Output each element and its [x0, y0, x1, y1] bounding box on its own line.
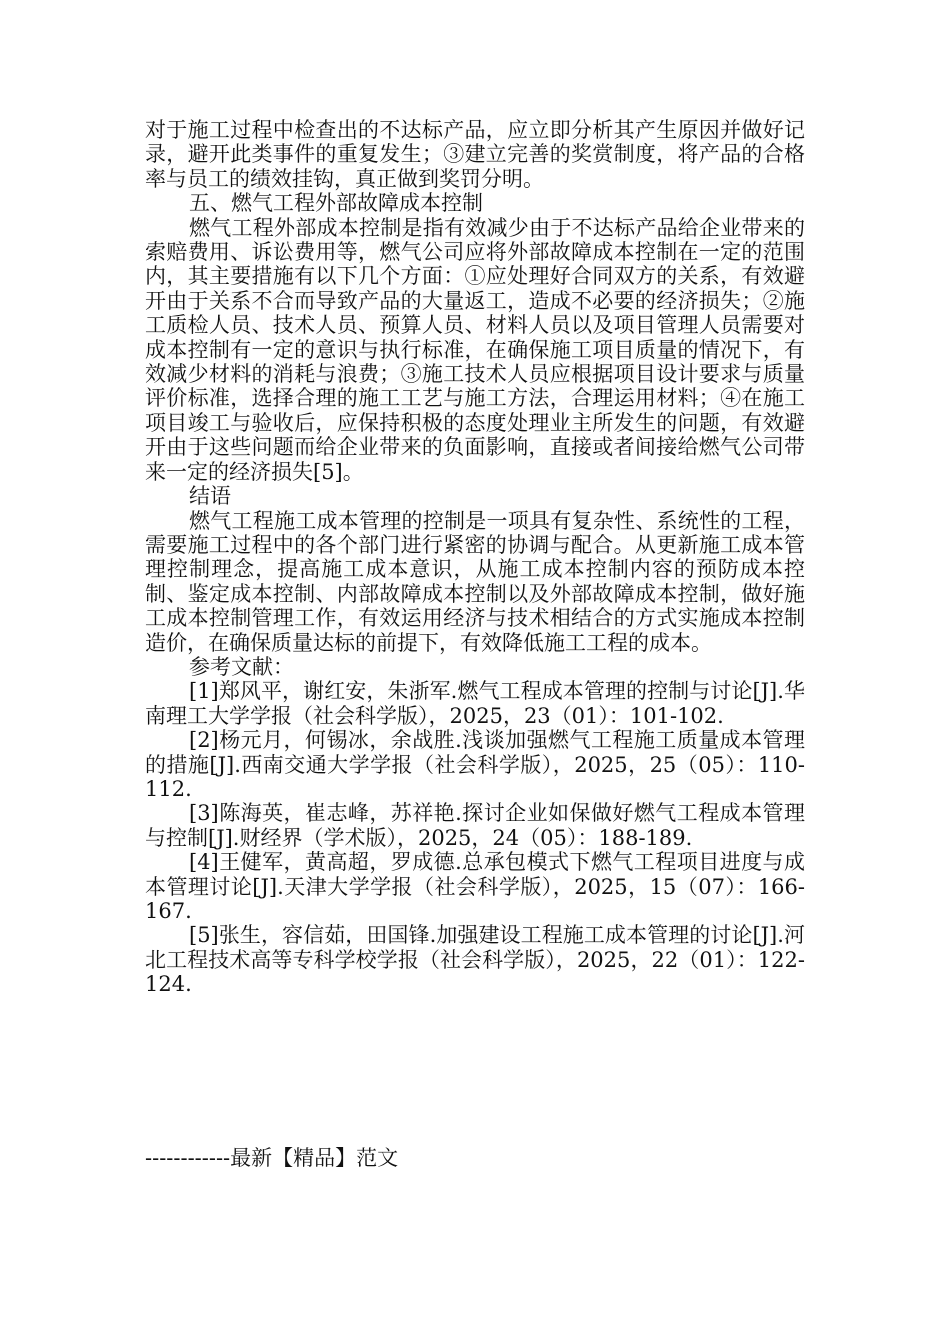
reference-item-2: [2]杨元月，何锡冰，余战胜.浅谈加强燃气工程施工质量成本管理的措施[J].西南交通大学学报（社会科学版），2025，25（05）：110-112. — [145, 728, 805, 801]
paragraph-external-cost: 燃气工程外部成本控制是指有效减少由于不达标产品给企业带来的索赔费用、诉讼费用等，燃气公司应将外部故障成本控制在一定的范围内，其主要措施有以下几个方面：①应处理好合同双方的关系，有效避开由于关系不合而导致产品的大量返工，造成不必要的经济损失；②施工质检人员、技术人员、预算人员、材料人员以及项目管理人员需要对成本控制有一定的意识与执行标准，在确保施工项目质量的情况下，有效减少材料的消耗与浪费；③施工技术人员应根据项目设计要求与质量评价标准，选择合理的施工工艺与施工方法，合理运用材料；④在施工项目竣工与验收后，应保持积极的态度处理业主所发生的问题，有效避开由于这些问题而给企业带来的负面影响，直接或者间接给燃气公司带来一定的经济损失[5]。 — [145, 215, 805, 484]
references-heading: 参考文献： — [189, 654, 294, 679]
paragraph-conclusion: 燃气工程施工成本管理的控制是一项具有复杂性、系统性的工程，需要施工过程中的各个部门进行紧密的协调与配合。从更新施工成本管理控制理念，提高施工成本意识，从施工成本控制内容的预防成本控制、鉴定成本控制、内部故障成本控制以及外部故障成本控制，做好施工成本控制管理工作，有效运用经济与技术相结合的方式实施成本控制造价，在确保质量达标的前提下，有效降低施工工程的成本。 — [145, 508, 805, 655]
reference-item-5: [5]张生，容信茹，田国锋.加强建设工程施工成本管理的讨论[J].河北工程技术高等专科学校学报（社会科学版），2025，22（01）：122-124. — [145, 923, 805, 997]
page-footer: ------------最新【精品】范文 — [145, 1146, 399, 1170]
paragraph-continuation: 对于施工过程中检查出的不达标产品，应立即分析其产生原因并做好记录，避开此类事件的重复发生；③建立完善的奖赏制度，将产品的合格率与员工的绩效挂钩，真正做到奖罚分明。 — [145, 118, 805, 191]
section-heading-external-cost: 五、燃气工程外部故障成本控制 — [189, 191, 483, 216]
reference-item-4: [4]王健军，黄高超，罗成德.总承包模式下燃气工程项目进度与成本管理讨论[J].天津大学学报（社会科学版），2025，15（07）：166-167. — [145, 850, 805, 923]
reference-item-1: [1]郑风平，谢红安，朱浙军.燃气工程成本管理的控制与讨论[J].华南理工大学学报（社会科学版），2025，23（01）：101-102. — [145, 679, 805, 728]
section-heading-conclusion: 结语 — [189, 484, 231, 509]
reference-item-3: [3]陈海英，崔志峰，苏祥艳.探讨企业如保做好燃气工程成本管理与控制[J].财经界（学术版），2025，24（05）：188-189. — [145, 801, 805, 850]
document-body — [145, 118, 805, 997]
